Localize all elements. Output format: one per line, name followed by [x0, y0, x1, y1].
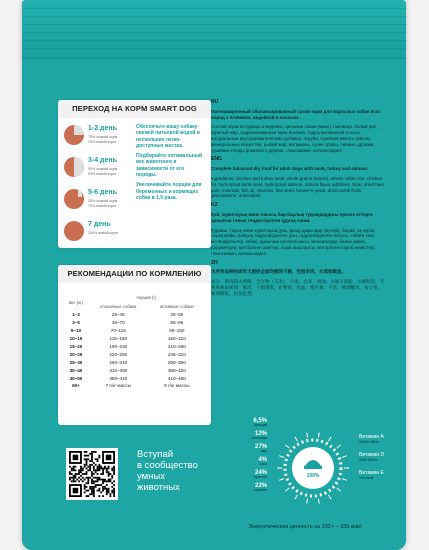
description-eng: Complete balanced dry food for adult dogs with lamb, turkey and salmon. — [211, 166, 369, 172]
table-cell-active: 35–55 — [170, 312, 184, 318]
composition-ru: Состав: мука из курицы и индейки, цельные злаки (маис), пшеница, белый рис, куриный жир, гидролизованная мука ягнёнка, гидролизованный лосось, натуральные вкусоароматические добавки, отруби, сушёная мякоть свёклы, минеральные вещества, рыбий жир, витамины, сухие травы, пивные дрожжи, сушёные плоды рожкового дерева, глюкозамин, антиоксидант. — [211, 124, 378, 153]
table-cell-weight: 3–5 — [72, 320, 80, 326]
table-row — [64, 319, 205, 327]
step-line: 50% новый корм — [88, 172, 116, 176]
table-cell-weight: 1–3 — [72, 312, 80, 318]
chart-ray — [342, 479, 347, 481]
community-line: в сообщество — [137, 460, 198, 471]
table-row — [64, 343, 205, 351]
nutrient-value: 27% — [254, 444, 267, 450]
table-cell-active: 350–420 — [167, 367, 186, 373]
weight-header: вес (кг) — [68, 299, 84, 305]
step-days: 7 день — [88, 221, 111, 228]
nutrient-value: 24% — [254, 470, 267, 476]
nutrient-name: жир — [260, 449, 267, 453]
chart-ray — [318, 433, 319, 438]
table-cell-weight: 5–10 — [70, 328, 82, 334]
step-days: 5-6 день — [88, 189, 117, 196]
table-cell-active: 9 г/кг массы — [164, 383, 190, 389]
table-cell-weight: 60+ — [72, 383, 80, 389]
table-cell-active: 210–260 — [167, 344, 186, 349]
tip-text: Обеспечьте вашу собаку свежей питьевой водой в нескольких легко-доступных местах. — [136, 124, 200, 149]
kibble-bowl-icon — [64, 189, 84, 209]
chart-ray — [337, 488, 341, 491]
chart-ray — [342, 456, 347, 458]
center-label: 100% — [306, 473, 320, 479]
nutrient-value: 12% — [254, 431, 267, 437]
community-line: Вступай — [137, 449, 174, 460]
table-cell-inactive: 70–115 — [110, 328, 126, 334]
table-row — [64, 366, 205, 374]
table-cell-inactive: 260–310 — [109, 359, 128, 365]
chart-ray — [329, 437, 332, 441]
community-callout — [137, 449, 217, 493]
community-line: животных — [137, 482, 180, 493]
table-cell-active: 95–150 — [169, 328, 185, 334]
energy-value: Энергетическая ценность на 100 г – 336 ккал — [248, 524, 362, 530]
table-cell-weight: 15–20 — [69, 344, 83, 349]
nutrient-value: 6,5% — [253, 418, 267, 424]
nutrient-value: 22% — [254, 483, 267, 489]
tip-text: Подбирайте оптимальный вес животного в зависимости от его породы. — [136, 153, 203, 179]
transition-step — [64, 219, 205, 251]
table-cell-weight: 20–25 — [69, 351, 83, 357]
feeding-table — [64, 293, 205, 390]
table-row — [64, 374, 205, 382]
lang-code-ru: RU — [211, 99, 219, 105]
table-cell-active: 410–480 — [167, 375, 186, 381]
package-top-seal — [22, 0, 406, 59]
active-header: активные собаки — [160, 304, 194, 309]
table-cell-inactive: 190–230 — [109, 344, 128, 349]
vitamin-name: Витамин E — [359, 470, 384, 476]
bowl-icon — [304, 466, 322, 469]
table-cell-inactive: 310–360 — [109, 367, 128, 373]
table-cell-inactive: 25–45 — [111, 312, 125, 318]
table-cell-active: 150–210 — [167, 336, 186, 342]
table-cell-active: 290–360 — [167, 359, 186, 365]
kibble-bowl-icon — [64, 125, 84, 145]
table-cell-weight: 25–30 — [69, 359, 83, 365]
nutrient-name: протеин — [254, 475, 267, 479]
step-line: 75% новый корм — [88, 204, 116, 208]
ingredients-column — [211, 100, 385, 301]
table-row — [64, 382, 205, 390]
feeding-tips — [136, 124, 206, 205]
table-cell-inactive: 220–260 — [109, 351, 128, 357]
chart-ray — [295, 495, 298, 499]
table-row — [64, 350, 205, 358]
lang-code-eng: ENG — [211, 156, 222, 163]
table-cell-active: 55–95 — [170, 320, 184, 326]
description-kz: Қой, күркетауық және лосось бар барлық тұқымдардағы ересек иттерге арналған толық теңдестірілген құрғақ тағам. — [211, 211, 373, 223]
step-days: 1-2 день — [88, 125, 117, 132]
chart-ray — [329, 495, 332, 499]
feeding-table-title: РЕКОМЕНДАЦИИ ПО КОРМЛЕНИЮ — [58, 265, 211, 283]
vitamin-value: 140 мг/кг — [359, 476, 374, 480]
description-ru: Полнорационный сбалансированный сухой корм для взрослых собак всех пород с ягнёнком, индейкой и лососем. — [211, 108, 381, 120]
nutrient-name: зола — [259, 462, 267, 466]
table-cell-inactive: 7 г/кг массы — [105, 383, 131, 389]
table-cell-weight: 30–40 — [69, 367, 83, 373]
nutrition-chart — [227, 410, 402, 520]
chart-ray — [279, 479, 284, 481]
transition-title: ПЕРЕХОД НА КОРМ SMART DOG — [58, 100, 211, 118]
nutrient-value: 4% — [258, 457, 267, 463]
chart-ray — [318, 499, 319, 504]
step-line: 50% старый корм — [88, 167, 118, 171]
table-row — [64, 335, 205, 343]
nutrient-name: кальций — [254, 423, 267, 427]
chart-ray — [307, 499, 308, 504]
transition-panel — [58, 100, 211, 248]
vitamin-value: 16000 МЕ/кг — [359, 440, 380, 444]
product-package — [22, 0, 406, 550]
table-cell-weight: 10–15 — [69, 336, 83, 342]
table-cell-inactive: 115–180 — [109, 336, 128, 342]
table-cell-active: 245–310 — [167, 351, 186, 357]
portion-header: порция (г) — [136, 295, 157, 300]
description-zh: 为所有品种的成年犬提供全面均衡的干粮，包括羊肉、火鸡和鲑鱼。 — [211, 269, 346, 275]
step-line: 100% новый корм — [88, 231, 118, 235]
step-line: 25% новый корм — [88, 140, 116, 144]
inactive-header: спокойные собаки — [100, 304, 137, 309]
tip-text: Увеличивайте порции для беременных и кормящих собак в 1,5 раза. — [136, 182, 202, 201]
chart-ray — [285, 488, 289, 491]
lang-code-zh: ZH — [211, 259, 218, 266]
step-days: 3-4 день — [88, 157, 117, 164]
chart-ray — [285, 445, 289, 448]
lang-code-kz: KZ — [211, 202, 218, 209]
table-row — [64, 327, 205, 335]
nutrient-name: клетчатка — [251, 436, 267, 440]
vitamin-name: Витамин A — [359, 434, 384, 440]
vitamin-value: 1000 МЕ/кг — [359, 458, 378, 462]
chart-ray — [295, 437, 298, 441]
composition-eng: Ingredients: chicken and turkey meal, whole grains (maize), wheat, white rice, chicken fat, hydrolyzed lamb meal, hydrolyzed salmon, natural flavor additives, bran, dried beet pulp, minerals, fish oil, vitamins, flax seed, brewer's yeast, dried carob fruits, glucosamine, antioxidant. — [211, 175, 384, 199]
chart-ray — [307, 433, 308, 438]
kibble-bowl-icon — [64, 221, 84, 241]
nutrient-name: протеин — [254, 488, 267, 492]
feeding-table-panel — [58, 265, 211, 425]
community-line: умных — [137, 471, 165, 482]
composition-zh: 成分：鸡肉和火鸡粉，全谷物（玉米），小麦，白米，鸡油，水解羊肉粉，水解鲑鱼，天然风味添加剂，麸皮，干甜菜浆，矿物质，鱼油，维生素，干草，啤酒酵母，角豆果，葡萄糖胺，抗氧化剂。 — [211, 279, 385, 296]
composition-kz: Құрамы: тауық және күркетауық ұны, дәнді дақылдар (жүгері), бидай, ақ күріш, тауық майы, қойдың гидролизденген ұны, гидролизденген лосось, табиғи хош иістендіргіштер, кебек, қызылша целлюлозасы, минералдар, балық майы, дәрумендер, кептірілген шөптер, сыра ашытқысы, кептірілген кароб жемістері, глюкозамин, антиоксидант. — [211, 227, 376, 256]
table-cell-inactive: 45–70 — [111, 320, 125, 326]
vitamin-name: Витамин D — [359, 452, 385, 458]
step-line: 75% старый корм — [88, 135, 118, 139]
table-row — [64, 311, 205, 319]
step-line: 25% старый корм — [88, 199, 118, 203]
chart-ray — [337, 445, 341, 448]
kibble-bowl-icon — [64, 157, 84, 177]
qr-code-icon — [69, 451, 115, 497]
qr-code[interactable] — [66, 448, 118, 500]
chart-ray — [279, 456, 284, 458]
table-cell-weight: 40–50 — [69, 375, 83, 381]
table-row — [64, 358, 205, 366]
table-cell-inactive: 350–410 — [109, 375, 128, 381]
